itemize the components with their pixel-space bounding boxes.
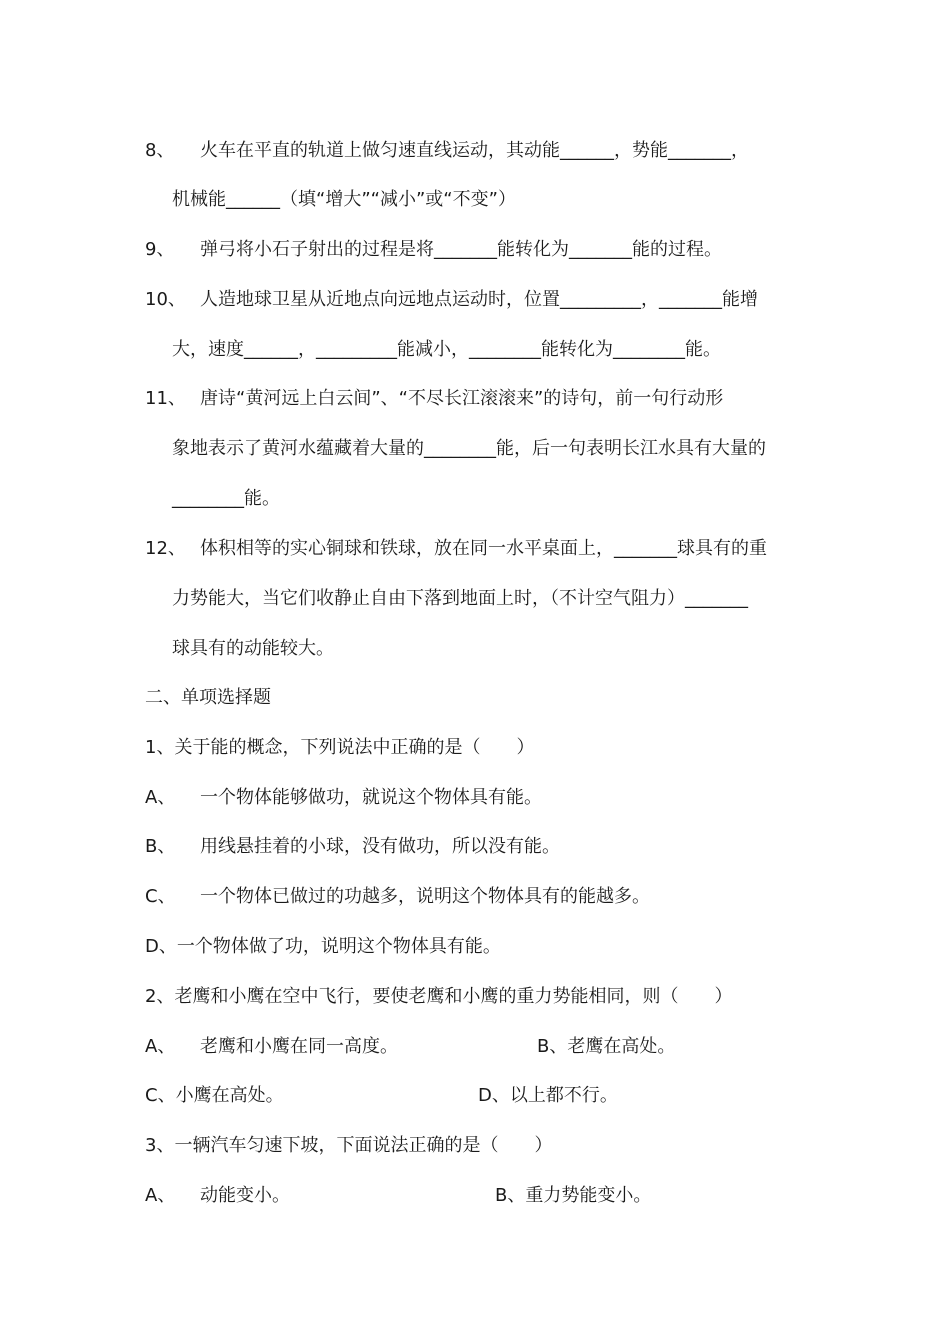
question-text: 体积相等的实心铜球和铁球，放在同一水平桌面上，_______球具有的重 [200,538,767,559]
option-text: 一个物体能够做功，就说这个物体具有能。 [200,787,542,808]
option-label: B、 [145,836,176,857]
question-number: 9、 [145,239,175,260]
option-text: 老鹰和小鹰在同一高度。 [200,1036,398,1057]
option-text: 动能变小。 [200,1185,290,1206]
option-text: D、一个物体做了功，说明这个物体具有能。 [145,936,501,957]
option-text: B、老鹰在高处。 [537,1036,676,1057]
question-text: ________能。 [172,488,280,509]
option-text: B、重力势能变小。 [495,1185,652,1206]
question-text: 弹弓将小石子射出的过程是将_______能转化为_______能的过程。 [200,239,722,260]
question-stem: 3、一辆汽车匀速下坡，下面说法正确的是（ ） [145,1135,553,1156]
question-text: 球具有的动能较大。 [172,638,334,659]
option-label: C、 [145,886,176,907]
question-stem: 1、关于能的概念，下列说法中正确的是（ ） [145,737,535,758]
question-number: 10、 [145,289,186,310]
question-text: 唐诗“黄河远上白云间”、“不尽长江滚滚来”的诗句，前一句行动形 [200,388,724,409]
question-text: 象地表示了黄河水蕴藏着大量的________能，后一句表明长江水具有大量的 [172,438,766,459]
question-text: 大，速度______，_________能减小，________能转化为________能。 [172,339,721,360]
question-text: 火车在平直的轨道上做匀速直线运动，其动能______，势能_______， [200,140,749,161]
option-text: 用线悬挂着的小球，没有做功，所以没有能。 [200,836,560,857]
question-text: 机械能______（填“增大”“减小”或“不变”） [172,189,516,210]
question-stem: 2、老鹰和小鹰在空中飞行，要使老鹰和小鹰的重力势能相同，则（ ） [145,986,733,1007]
option-label: A、 [145,1036,176,1057]
question-number: 11、 [145,388,186,409]
option-text: 一个物体已做过的功越多，说明这个物体具有的能越多。 [200,886,650,907]
option-label: A、 [145,1185,176,1206]
option-text: D、以上都不行。 [478,1085,618,1106]
section-heading: 二、单项选择题 [145,687,271,708]
question-text: 力势能大，当它们收静止自由下落到地面上时，（不计空气阻力）_______ [172,588,748,609]
question-number: 12、 [145,538,186,559]
question-text: 人造地球卫星从近地点向远地点运动时，位置_________，_______能增 [200,289,758,310]
option-label: A、 [145,787,176,808]
question-number: 8、 [145,140,175,161]
option-text: C、小鹰在高处。 [145,1085,284,1106]
